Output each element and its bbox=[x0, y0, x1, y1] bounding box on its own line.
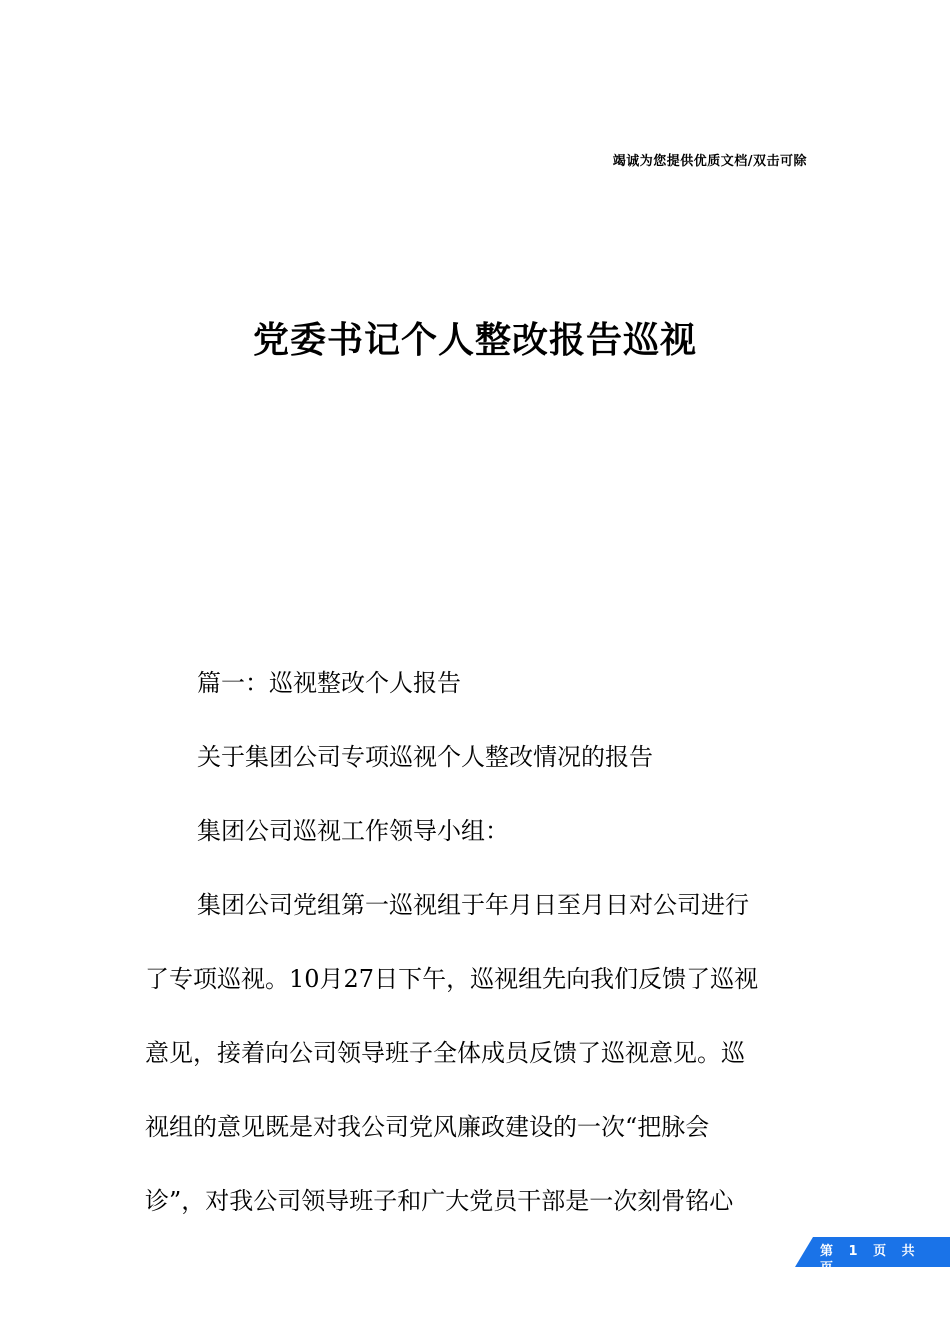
header-note: 竭诚为您提供优质文档/双击可除 bbox=[612, 154, 807, 169]
page-number-label bbox=[820, 1243, 916, 1277]
paragraph-line: 意见，接着向公司领导班子全体成员反馈了巡视意见。巡 bbox=[145, 1039, 745, 1067]
document-body bbox=[145, 646, 805, 1238]
document-title: 党委书记个人整改报告巡视 bbox=[252, 320, 697, 361]
paragraph-line: 诊”，对我公司领导班子和广大党员干部是一次刻骨铭心 bbox=[145, 1187, 734, 1215]
paragraph-line: 视组的意见既是对我公司党风廉政建设的一次“把脉会 bbox=[145, 1113, 710, 1141]
page-number-badge bbox=[795, 1237, 950, 1276]
paragraph-line: 篇一：巡视整改个人报告 bbox=[197, 669, 461, 697]
paragraph-line: 集团公司党组第一巡视组于年月日至月日对公司进行 bbox=[197, 891, 749, 919]
paragraph-line: 关于集团公司专项巡视个人整改情况的报告 bbox=[197, 743, 653, 771]
page-number-text: 第 1 页 共 bbox=[820, 1244, 916, 1259]
page-number-text-cont: 页 bbox=[820, 1261, 835, 1276]
paragraph-line: 集团公司巡视工作领导小组： bbox=[197, 817, 509, 845]
paragraph-line: 了专项巡视。10月27日下午，巡视组先向我们反馈了巡视 bbox=[145, 965, 759, 993]
